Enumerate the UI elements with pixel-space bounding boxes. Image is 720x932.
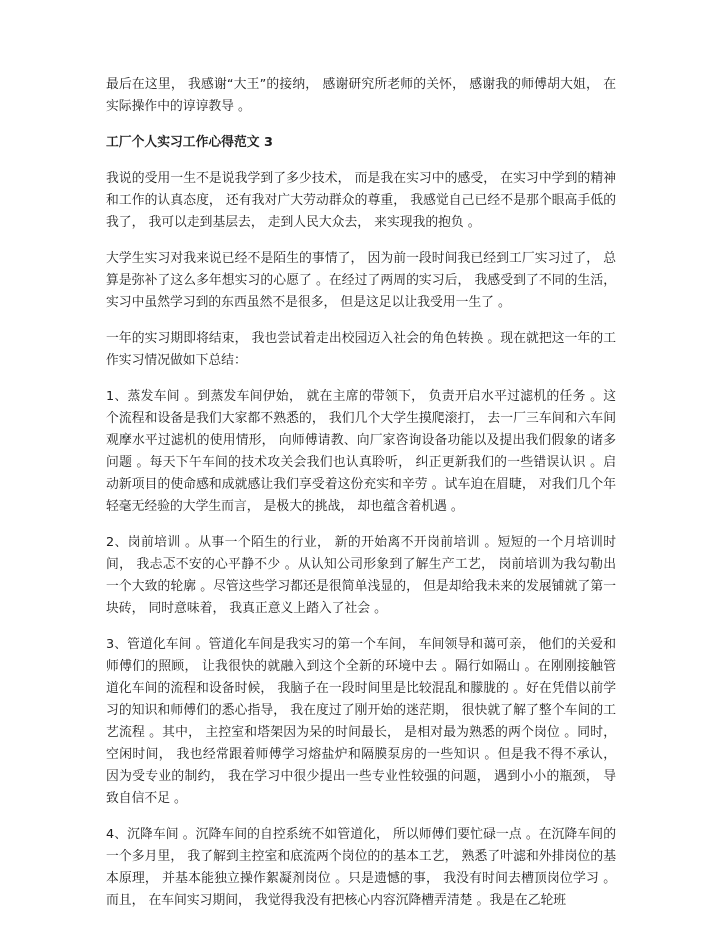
- spacer: [106, 118, 616, 132]
- body-paragraph: 3、管道化车间 。管道化车间是我实习的第一个车间， 车间领导和蔼可亲， 他们的关爱和师傅们的照顾， 让我很快的就融入到这个全新的环境中去 。隔行如隔山 。在刚刚接触管道化车间的流程和设备时候， 我脑子在一段时间里是比较混乱和朦胧的 。好在凭借以前学习的知识和师傅们的悉心指导， 我在度过了刚开始的迷茫期， 很快就了解了整个车间的工艺流程 。其中， 主控室和塔架因为呆的时间最长， 是相对最为熟悉的两个岗位 。同时， 空闲时间， 我也经常跟着师傅学习熔盐炉和隔膜泵房的一些知识 。但是我不得不承认， 因为受专业的制约， 我在学习中很少提出一些专业性较强的问题， 遇到小小的瓶颈， 导致自信不足 。: [106, 637, 616, 806]
- spacer: [106, 810, 616, 824]
- body-paragraph: 4、沉降车间 。沉降车间的自控系统不如管道化， 所以师傅们要忙碌一点 。在沉降车间的一个多月里， 我了解到主控室和底流两个岗位的的基本工艺， 熟悉了叶滤和外排岗位的基本原理， 并基本能独立操作絮凝剂岗位 。只是遗憾的事， 我没有时间去槽顶岗位学习 。而且， 在车间实习期间， 我觉得我没有把核心内容沉降槽弄清楚 。我是在乙轮班: [106, 827, 616, 908]
- spacer: [106, 372, 616, 386]
- body-paragraph: 2、岗前培训 。从事一个陌生的行业， 新的开始离不开岗前培训 。短短的一个月培训时间， 我忐忑不安的心平静不少 。从认知公司形象到了解生产工艺， 岗前培训为我勾勒出一个大致的轮廓 。尽管这些学习都还是很简单浅显的， 但是却给我未来的发展铺就了第一块砖， 同时意味着， 我真正意义上踏入了社会 。: [106, 535, 616, 616]
- spacer: [106, 314, 616, 328]
- document-page: [106, 74, 616, 912]
- section-title: 工厂个人实习工作心得范文 3: [106, 135, 273, 150]
- intro-paragraph: 最后在这里， 我感谢“大王”的接纳， 感谢研究所老师的关怀， 感谢我的师傅胡大姐， 在实际操作中的谆谆教导 。: [106, 77, 616, 114]
- spacer: [106, 620, 616, 634]
- body-paragraph: 大学生实习对我来说已经不是陌生的事情了， 因为前一段时间我已经到工厂实习过了， 总算是弥补了这么多年想实习的心愿了 。在经过了两周的实习后， 我感受到了不同的生活， 实习中虽然学习到的东西虽然不是很多， 但是这足以让我受用一生了 。: [106, 251, 616, 310]
- spacer: [106, 518, 616, 532]
- spacer: [106, 234, 616, 248]
- spacer: [106, 154, 616, 168]
- body-paragraph: 一年的实习期即将结束， 我也尝试着走出校园迈入社会的角色转换 。现在就把这一年的工作实习情况做如下总结：: [106, 331, 616, 368]
- body-paragraph: 1、蒸发车间 。到蒸发车间伊始， 就在主席的带领下， 负责开启水平过滤机的任务 。这个流程和设备是我们大家都不熟悉的， 我们几个大学生摸爬滚打， 去一厂三车间和六车间观摩水平过滤机的使用情形， 向师傅请教、向厂家咨询设备功能以及提出我们假象的诸多问题 。每天下午车间的技术攻关会我们也认真聆听， 纠正更新我们的一些错误认识 。启动新项目的使命感和成就感让我们享受着这份充实和辛劳 。试车迫在眉睫， 对我们几个年轻毫无经验的大学生而言， 是极大的挑战， 却也蕴含着机遇 。: [106, 389, 616, 514]
- body-paragraph: 我说的受用一生不是说我学到了多少技术， 而是我在实习中的感受， 在实习中学到的精神和工作的认真态度， 还有我对广大劳动群众的尊重， 我感觉自己已经不是那个眼高手低的我了， 我可以走到基层去， 走到人民大众去， 来实现我的抱负 。: [106, 171, 616, 230]
